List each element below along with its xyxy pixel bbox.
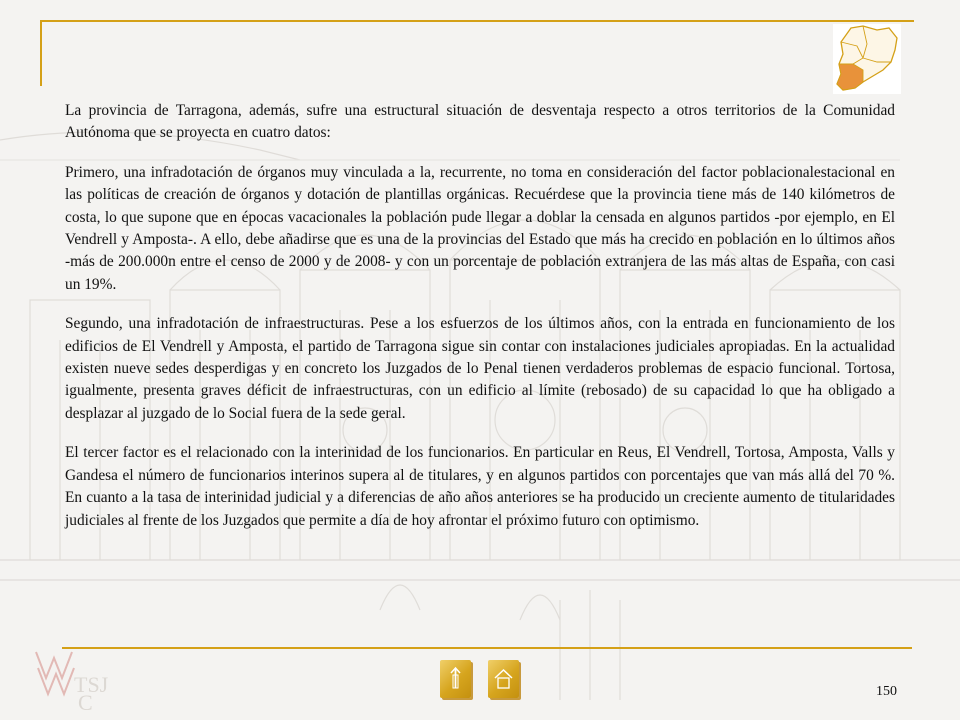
home-button[interactable] xyxy=(488,660,519,698)
bottom-border-line xyxy=(62,647,912,649)
main-text xyxy=(65,100,895,549)
paragraph-primero: Primero, una infradotación de órganos muy vinculada a la, recurrente, no toma en consideración del factor poblacionalestacional en las políticas de creación de órganos y dotación de plantillas orgánicas. Recuérdese que la provincia tiene más de 140 kilómetros de costa, lo que supone que en épocas vacacionales la población pude llegar a doblar la censada en algunos partidos -por ejemplo, en El Vendrell y Amposta-. A ello, debe añadirse que es una de la provincias del Estado que más ha crecido en población en lo últimos años -más de 200.000n entre el censo de 2000 y de 2008- y con un porcentaje de población extranjera de las más altas de España, con casi un 19%. xyxy=(65,163,895,293)
paragraph-segundo: Segundo, una infradotación de infraestructuras. Pese a los esfuerzos de los últimos años, con la entrada en funcionamiento de los edificios de El Vendrell y Amposta, el partido de Tarragona sigue sin contar con instalaciones judiciales apropiadas. En la actualidad existen nueve sedes desperdigas y en concreto los Juzgados de lo Penal tienen verdaderos problemas de espacio funcional. Tortosa, igualmente, presenta graves déficit de infraestructuras, con un edificio al límite (rebosado) de su capacidad lo que ha obligado a desplazar al juzgado de lo Social fuera de la sede geral. xyxy=(65,315,895,422)
svg-text:C: C xyxy=(78,690,93,710)
logo-text: TSJ xyxy=(74,672,109,697)
page-number: 150 xyxy=(876,684,897,699)
paragraph-tercer: El tercer factor es el relacionado con la interinidad de los funcionarios. En particular en Reus, El Vendrell, Tortosa, Amposta, Valls y Gandesa el número de funcionarios interinos supera al de titulares, y en algunos partidos con porcentajes que van más allá del 70 %. En cuanto a la tasa de interinidad judicial y a diferencias de año años anteriores se ha producido un creciente aumento de titularidades judiciales al frente de los Juzgados que permite a día de hoy afrontar el próximo futuro con optimismo. xyxy=(65,444,895,529)
top-border-line xyxy=(40,20,914,22)
tsjc-logo xyxy=(32,648,112,715)
home-icon xyxy=(488,660,519,698)
catalonia-map-icon xyxy=(833,24,901,94)
paragraph-intro: La provincia de Tarragona, además, sufre una estructural situación de desventaja respecto a otros territorios de la Comunidad Autónoma que se proyecta en cuatro datos: xyxy=(65,102,895,142)
previous-page-icon xyxy=(440,660,471,698)
left-border-line xyxy=(40,20,42,86)
previous-page-button[interactable] xyxy=(440,660,471,698)
